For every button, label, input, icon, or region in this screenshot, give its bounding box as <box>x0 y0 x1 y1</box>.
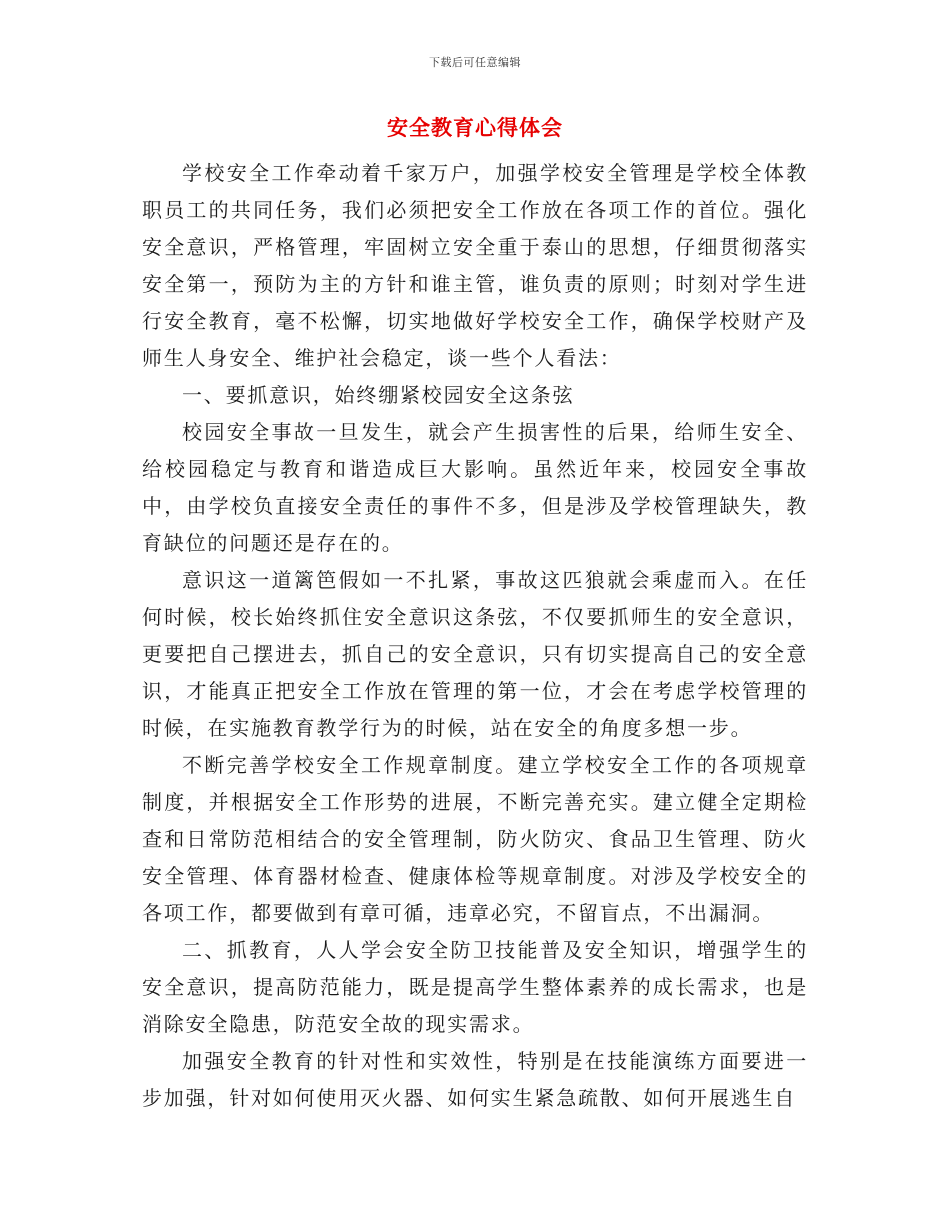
document-body <box>142 155 808 1117</box>
paragraph-intro: 学校安全工作牵动着千家万户，加强学校安全管理是学校全体教职员工的共同任务，我们必须把安全工作放在各项工作的首位。强化安全意识，严格管理，牢固树立安全重于泰山的思想，仔细贯彻落实安全第一，预防为主的方针和谁主管，谁负责的原则；时刻对学生进行安全教育，毫不松懈，切实地做好学校安全工作，确保学校财产及师生人身安全、维护社会稳定，谈一些个人看法： <box>142 161 808 370</box>
section-heading-1: 一、要抓意识，始终绷紧校园安全这条弦 <box>182 383 575 407</box>
document-title: 安全教育心得体会 <box>387 115 563 140</box>
paragraph: 不断完善学校安全工作规章制度。建立学校安全工作的各项规章制度，并根据安全工作形势的进展，不断完善充实。建立健全定期检查和日常防范相结合的安全管理制，防火防灾、食品卫生管理、防火安全管理、体育器材检查、健康体检等规章制度。对涉及学校安全的各项工作，都要做到有章可循，违章必究，不留盲点，不出漏洞。 <box>142 753 808 925</box>
header-note: 下载后可任意编辑 <box>429 56 521 69</box>
section-heading-2: 二、抓教育，人人学会安全防卫技能普及安全知识，增强学生的安全意识，提高防范能力，既是提高学生整体素养的成长需求，也是消除安全隐患，防范安全故的现实需求。 <box>142 938 808 1036</box>
paragraph: 意识这一道篱笆假如一不扎紧，事故这匹狼就会乘虚而入。在任何时候，校长始终抓住安全意识这条弦，不仅要抓师生的安全意识，更要把自己摆进去，抓自己的安全意识，只有切实提高自己的安全意识，才能真正把安全工作放在管理的第一位，才会在考虑学校管理的时候，在实施教育教学行为的时候，站在安全的角度多想一步。 <box>142 568 808 740</box>
paragraph: 校园安全事故一旦发生，就会产生损害性的后果，给师生安全、给校园稳定与教育和谐造成巨大影响。虽然近年来，校园安全事故中，由学校负直接安全责任的事件不多，但是涉及学校管理缺失，教育缺位的问题还是存在的。 <box>142 420 808 555</box>
paragraph: 加强安全教育的针对性和实效性，特别是在技能演练方面要进一步加强，针对如何使用灭火器、如何实生紧急疏散、如何开展逃生自 <box>142 1049 808 1110</box>
